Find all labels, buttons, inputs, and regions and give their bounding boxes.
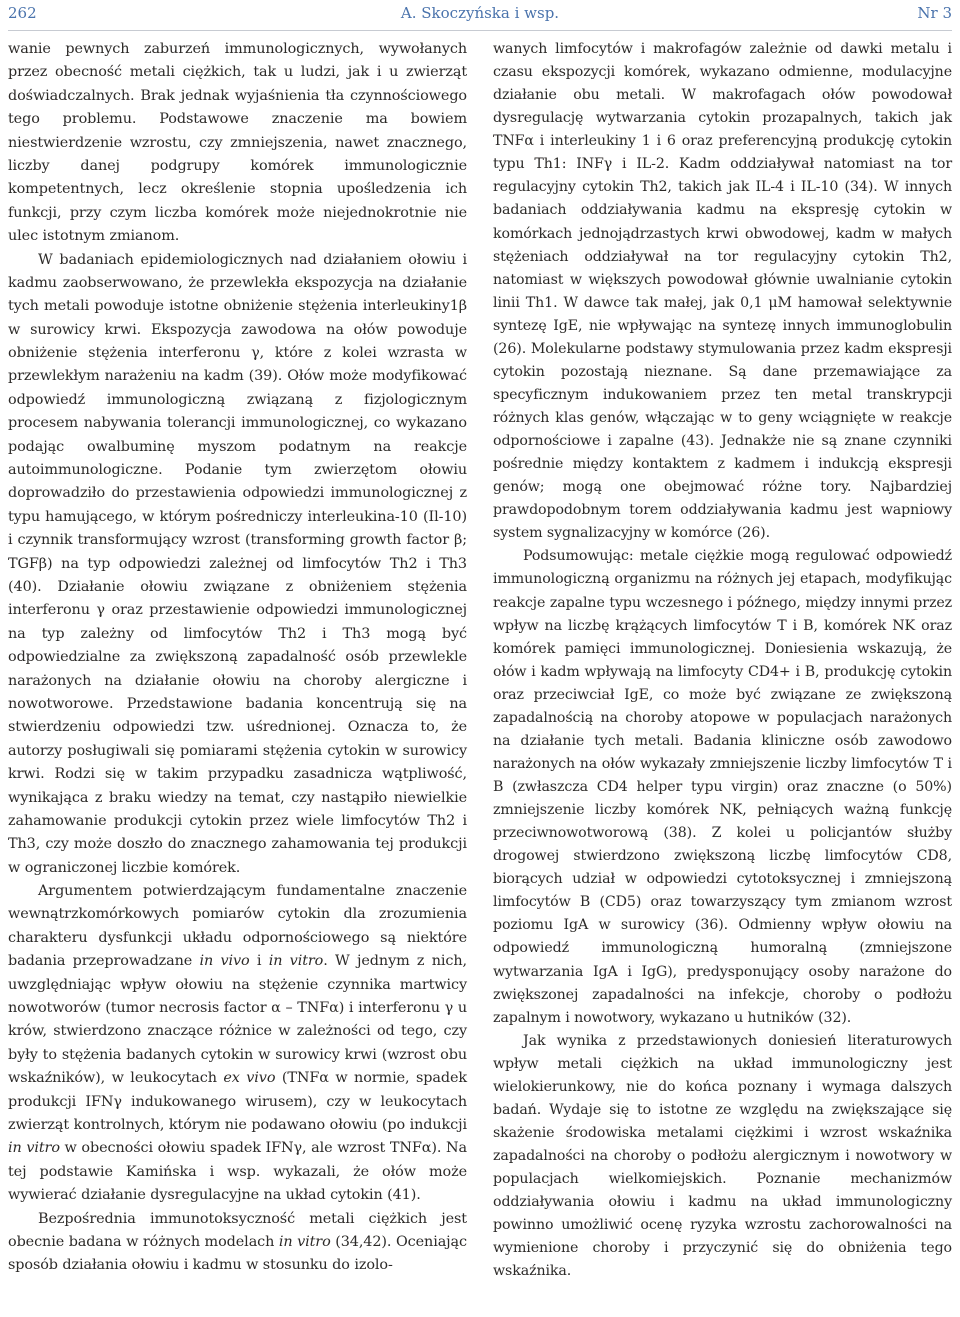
italic-term: in vivo (199, 953, 250, 970)
running-title: A. Skoczyńska i wsp. (400, 4, 560, 22)
italic-term: in vitro (278, 1233, 331, 1250)
paragraph-text: w obecności ołowiu spadek IFNγ, ale wzrost TNFα). Na tej podstawie Kamińska i wsp. wykazali, że ołów może wywierać działanie dysregulacyjne na układ cytokin (41). (8, 1140, 467, 1204)
paragraph: Podsumowując: metale ciężkie mogą regulować odpowiedź immunologiczną organizmu na różnych jej etapach, modyfikując reakcje zapalne typu wczesnego i późnego, między innymi przez wpływ na liczbę krążących limfocytów T i B, komórek NK oraz komórek pamięci immunologicznej. Doniesienia wskazują, że ołów i kadm wpływają na limfocyty CD4+ i B, produkcję cytokin oraz przeciwciał IgE, co może być związane ze zwiększoną zapadalnością na choroby atopowe w populacjach narażonych na działanie tych metali. Badania kliniczne osób zawodowo narażonych na ołów wykazały zmniejszenie liczby limfocytów T i B (zwłaszcza CD4 helper typu virgin) oraz znaczne (o 50%) zmniejszenie liczby komórek NK, pełniących ważną funkcję przeciwnowotworową (38). Z kolei u policjantów służby drogowej stwierdzono zwiększoną liczbę limfocytów CD8, biorących udział w odpowiedzi cytotoksycznej i zmniejszoną limfocytów B (CD5) oraz towarzyszący tym zmianom wzrost poziomu IgA w surowicy (36). Odmienny wpływ ołowiu na odpowiedź immunologiczną humoralną (zmniejszone wytwarzania IgA i IgG), predysponujący osoby narażone do zwiększonej zapadalności na infekcje, choroby o podłożu zapalnym i nowotwory, wykazano u hutników (32). (493, 548, 952, 1026)
paragraph: W badaniach epidemiologicznych nad działaniem ołowiu i kadmu zaobserwowano, że przewlekła ekspozycja na działanie tych metali powoduje istotne obniżenie stężenia interleukiny1β w surowicy krwi. Ekspozycja zawodowa na ołów powoduje obniżenie stężenia interferonu γ, które z kolei wzrasta w przewlekłym narażeniu na kadm (39). Ołów może modyfikować odpowiedź immunologiczną związaną z fizjologicznym procesem nabywania tolerancji immunologicznej, co wykazano podając owalbuminę myszom podatnym na reakcje autoimmunologiczne. Podanie tym zwierzętom ołowiu doprowadziło do przestawienia odpowiedzi immunologicznej z typu hamującego, w którym pośredniczy interleukina-10 (Il-10) i czynnik transformujący wzrost (transforming growth factor β; TGFβ) na typ odpowiedzi zależnej od limfocytów Th2 i Th3 (40). Działanie ołowiu związane z obniżeniem stężenia interferonu γ oraz przestawienie odpowiedzi immunologicznej na typ zależny od limfocytów Th2 i Th3 mogą być odpowiedzialne za zwiększoną zapadalność osób przewlekle narażonych na działanie ołowiu na choroby alergiczne i nowotworowe. Przedstawione badania koncentrują się na stwierdzeniu odpowiedzi tzw. uśrednionej. Oznacza to, że autorzy posługiwali się pomiarami stężenia cytokin w surowicy krwi. Rodzi się w takim przypadku zasadnicza wątpliwość, wynikająca z braku wiedzy na temat, czy nastąpiło niewielkie zahamowanie produkcji cytokin przez wiele limfocytów Th2 i Th3, czy może doszło do znacznego zahamowania tej produkcji w ograniczonej liczbie komórek. (8, 251, 467, 876)
issue-number: Nr 3 (917, 4, 952, 22)
right-column (493, 38, 952, 1283)
italic-term: ex vivo (223, 1070, 276, 1087)
paragraph: wanych limfocytów i makrofagów zależnie od dawki metalu i czasu ekspozycji komórek, wykazano odmienne, modulacyjne działanie obu metali. W makrofagach ołów powodował dysregulację wytwarzania cytokin prozapalnych, takich jak TNFα i interleukiny 1 i 6 oraz preferencyjną produkcję cytokin typu Th1: INFγ i IL-2. Kadm oddziaływał natomiast na tor regulacyjny cytokin Th2, takich jak IL-4 i IL-10 (34). W innych badaniach oddziaływania kadmu na ekspresję cytokin w komórkach jednojądrzastych krwi obwodowej, kadm w małych stężeniach oddziaływał na tor regulacyjny cytokin Th2, natomiast w większych powodował głównie uwalnianie cytokin linii Th1. W dawce tak małej, jak 0,1 μM hamował selektywnie syntezę IgE, nie wpływając na syntezę innych immunoglobulin (26). Molekularne podstawy stymulowania przez kadm ekspresji cytokin pozostają nieznane. Są dane przemawiające za specyficznym indukowaniem przez ten metal transkrypcji różnych klas genów, włączając w to geny wciągnięte w reakcje odpornościowe i zapalne (43). Jednakże nie są znane czynniki pośrednie między kontaktem z kadmem i indukcją ekspresji genów; mogą one obejmować różne tory. Najbardziej prawdopodobnym torem oddziaływania kadmu jest wapniowy system sygnalizacyjny w komórce (26). (493, 41, 952, 542)
paragraph: Jak wynika z przedstawionych doniesień literaturowych wpływ metali ciężkich na układ immunologiczny jest wielokierunkowy, nie do końca poznany i wymaga dalszych badań. Wydaje się to istotne ze względu na zwiększające się skażenie środowiska metalami ciężkimi i wzrost wskaźnika zapadalności na choroby o podłożu alergicznym i nowotwory w populacjach wielkomiejskich. Poznanie mechanizmów oddziaływania ołowiu i kadmu na układ immunologiczny powinno umożliwić ocenę ryzyka wzrostu zachorowalności na wymienione choroby i przyczynić się do obniżenia tego wskaźnika. (493, 1032, 952, 1280)
left-column (8, 38, 467, 1278)
italic-term: in vitro (8, 1140, 60, 1157)
running-header (0, 0, 960, 30)
header-divider (8, 30, 952, 31)
paragraph: wanie pewnych zaburzeń immunologicznych, wywołanych przez obecność metali ciężkich, tak u ludzi, jak i u zwierząt doświadczalnych. Brak jednak wyjaśnienia tła czynnościowego tego problemu. Podstawowe znaczenie ma bowiem niestwierdzenie wzrostu, czy zmniejszenia, nawet znacznego, liczby danej podgrupy komórek immunologicznie kompetentnych, lecz określenie stopnia upośledzenia ich funkcji, przy czym liczba komórek może niejednokrotnie nie ulec istotnym zmianom. (8, 41, 467, 245)
paragraph-text: (34,42). Oceniając sposób działania ołowiu i kadmu w stosunku do izolo- (8, 1233, 467, 1274)
paragraph (8, 880, 467, 1207)
paragraph (8, 1208, 467, 1278)
paragraph-text: i (249, 953, 269, 970)
paragraph-text: Bezpośrednia immunotoksyczność metali ciężkich jest obecnie badana w różnych modelach (8, 1210, 467, 1250)
paragraph-text: . W jednym z nich, uwzględniając wpływ ołowiu na stężenie czynnika martwicy nowotworów (tumor necrosis factor α – TNFα) i interferonu γ u krów, stwierdzono znaczące różnice w zależności od tego, czy były to stężenia badanych cytokin w surowicy krwi (wzrost obu wskaźników), w leukocytach (8, 953, 467, 1087)
paragraph-text: (TNFα w normie, spadek produkcji IFNγ indukowanego wirusem), czy w leukocytach zwierząt kontrolnych, którym nie podawano ołowiu (po indukcji (8, 1070, 467, 1133)
italic-term: in vitro (268, 953, 324, 970)
page-number: 262 (8, 4, 37, 22)
paragraph-text: Argumentem potwierdzającym fundamentalne znaczenie wewnątrzkomórkowych pomiarów cytokin dla zrozumienia charakteru dysfunkcji układu odpornościowego są niektóre badania przeprowadzane (8, 883, 467, 970)
